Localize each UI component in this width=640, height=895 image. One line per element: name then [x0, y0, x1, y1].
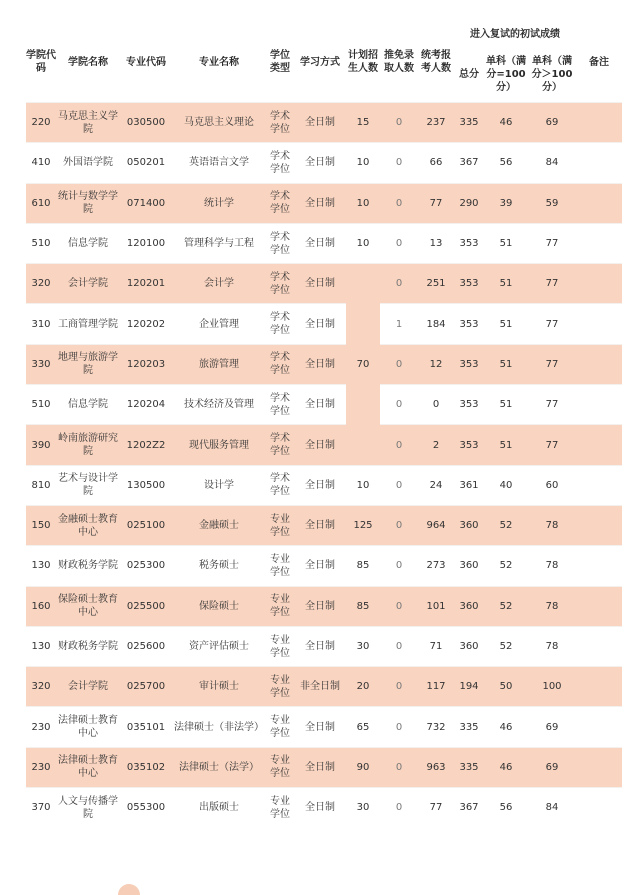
table-body [26, 103, 622, 828]
school-name-cell: 法律硕士教育中心 [56, 707, 120, 747]
applicants-cell: 117 [418, 667, 454, 707]
header-score-group: 进入复试的初试成绩 [470, 28, 560, 40]
header-single-100: 单科（满分=100分） [486, 55, 526, 93]
table-row [26, 586, 622, 626]
total-score-cell: 353 [454, 264, 484, 304]
single-over-100-cell: 78 [528, 626, 576, 666]
school-name-cell: 金融硕士教育中心 [56, 505, 120, 545]
single-over-100-cell: 77 [528, 344, 576, 384]
single-over-100-cell: 84 [528, 788, 576, 828]
table-row [26, 385, 622, 425]
remarks-cell [576, 747, 622, 787]
school-code-cell: 220 [26, 103, 56, 143]
major-code-cell: 120100 [120, 223, 172, 263]
total-score-cell: 335 [454, 747, 484, 787]
major-name-cell: 技术经济及管理 [172, 385, 266, 425]
school-name-cell: 法律硕士教育中心 [56, 747, 120, 787]
total-score-cell: 367 [454, 788, 484, 828]
plan-cell: 65 [346, 707, 380, 747]
degree-type-cell: 学术学位 [266, 304, 294, 344]
total-score-cell: 360 [454, 505, 484, 545]
school-code-cell: 510 [26, 223, 56, 263]
school-name-cell: 外国语学院 [56, 143, 120, 183]
table-row [26, 667, 622, 707]
table-row [26, 103, 622, 143]
school-name-cell: 信息学院 [56, 385, 120, 425]
header-total-score: 总分 [459, 68, 479, 80]
school-name-cell: 财政税务学院 [56, 626, 120, 666]
major-code-cell: 025500 [120, 586, 172, 626]
major-code-cell: 120202 [120, 304, 172, 344]
single-100-cell: 56 [484, 788, 528, 828]
applicants-cell: 71 [418, 626, 454, 666]
single-over-100-cell: 84 [528, 143, 576, 183]
major-code-cell: 130500 [120, 465, 172, 505]
school-name-cell: 马克思主义学院 [56, 103, 120, 143]
major-name-cell: 英语语言文学 [172, 143, 266, 183]
major-name-cell: 旅游管理 [172, 344, 266, 384]
exempt-cell: 0 [380, 667, 418, 707]
table-row [26, 223, 622, 263]
study-mode-cell: 全日制 [294, 223, 346, 263]
table-row [26, 747, 622, 787]
major-name-cell: 设计学 [172, 465, 266, 505]
school-name-cell: 保险硕士教育中心 [56, 586, 120, 626]
page-corner-decoration [118, 884, 140, 895]
major-code-cell: 120201 [120, 264, 172, 304]
school-code-cell: 370 [26, 788, 56, 828]
header-major-code: 专业代码 [126, 56, 166, 68]
header-exempt: 推免录取人数 [384, 50, 414, 74]
header-study-mode: 学习方式 [300, 56, 340, 68]
single-over-100-cell: 69 [528, 707, 576, 747]
total-score-cell: 353 [454, 304, 484, 344]
school-code-cell: 310 [26, 304, 56, 344]
applicants-cell: 77 [418, 183, 454, 223]
total-score-cell: 194 [454, 667, 484, 707]
major-code-cell: 030500 [120, 103, 172, 143]
study-mode-cell: 全日制 [294, 465, 346, 505]
major-code-cell: 120204 [120, 385, 172, 425]
total-score-cell: 353 [454, 223, 484, 263]
plan-cell: 125 [346, 505, 380, 545]
exempt-cell: 0 [380, 264, 418, 304]
total-score-cell: 335 [454, 103, 484, 143]
applicants-cell: 101 [418, 586, 454, 626]
applicants-cell: 184 [418, 304, 454, 344]
exempt-cell: 0 [380, 425, 418, 465]
plan-cell: 90 [346, 747, 380, 787]
major-name-cell: 资产评估硕士 [172, 626, 266, 666]
major-name-cell: 出版硕士 [172, 788, 266, 828]
school-code-cell: 230 [26, 707, 56, 747]
single-100-cell: 52 [484, 586, 528, 626]
major-name-cell: 企业管理 [172, 304, 266, 344]
single-100-cell: 46 [484, 747, 528, 787]
exempt-cell: 0 [380, 183, 418, 223]
table-row [26, 304, 622, 344]
header-single-over-100: 单科（满分＞100分） [531, 55, 573, 93]
single-100-cell: 46 [484, 103, 528, 143]
exempt-cell: 0 [380, 143, 418, 183]
degree-type-cell: 专业学位 [266, 747, 294, 787]
exempt-cell: 0 [380, 465, 418, 505]
plan-cell: 20 [346, 667, 380, 707]
plan-cell: 85 [346, 586, 380, 626]
remarks-cell [576, 465, 622, 505]
single-100-cell: 40 [484, 465, 528, 505]
school-code-cell: 390 [26, 425, 56, 465]
remarks-cell [576, 586, 622, 626]
applicants-cell: 732 [418, 707, 454, 747]
study-mode-cell: 非全日制 [294, 667, 346, 707]
study-mode-cell: 全日制 [294, 788, 346, 828]
exempt-cell: 0 [380, 223, 418, 263]
table-row [26, 425, 622, 465]
remarks-cell [576, 143, 622, 183]
admission-table-wrapper [26, 22, 622, 828]
degree-type-cell: 专业学位 [266, 626, 294, 666]
single-100-cell: 46 [484, 707, 528, 747]
major-code-cell: 071400 [120, 183, 172, 223]
remarks-cell [576, 667, 622, 707]
major-name-cell: 现代服务管理 [172, 425, 266, 465]
single-100-cell: 51 [484, 304, 528, 344]
remarks-cell [576, 626, 622, 666]
applicants-cell: 963 [418, 747, 454, 787]
applicants-cell: 77 [418, 788, 454, 828]
degree-type-cell: 学术学位 [266, 465, 294, 505]
remarks-cell [576, 425, 622, 465]
degree-type-cell: 专业学位 [266, 707, 294, 747]
exempt-cell: 0 [380, 344, 418, 384]
single-100-cell: 52 [484, 505, 528, 545]
header-major-name: 专业名称 [199, 56, 239, 68]
school-name-cell: 工商管理学院 [56, 304, 120, 344]
school-name-cell: 统计与数学学院 [56, 183, 120, 223]
remarks-cell [576, 385, 622, 425]
study-mode-cell: 全日制 [294, 707, 346, 747]
remarks-cell [576, 546, 622, 586]
exempt-cell: 1 [380, 304, 418, 344]
school-code-cell: 410 [26, 143, 56, 183]
plan-cell-merged: 70 [346, 264, 380, 465]
major-code-cell: 035102 [120, 747, 172, 787]
degree-type-cell: 学术学位 [266, 223, 294, 263]
study-mode-cell: 全日制 [294, 103, 346, 143]
single-over-100-cell: 60 [528, 465, 576, 505]
single-over-100-cell: 77 [528, 223, 576, 263]
table-row [26, 626, 622, 666]
plan-cell: 30 [346, 626, 380, 666]
major-name-cell: 法律硕士（非法学） [172, 707, 266, 747]
single-over-100-cell: 77 [528, 385, 576, 425]
applicants-cell: 24 [418, 465, 454, 505]
major-name-cell: 马克思主义理论 [172, 103, 266, 143]
major-name-cell: 保险硕士 [172, 586, 266, 626]
school-code-cell: 510 [26, 385, 56, 425]
remarks-cell [576, 183, 622, 223]
degree-type-cell: 学术学位 [266, 385, 294, 425]
remarks-cell [576, 103, 622, 143]
single-100-cell: 51 [484, 223, 528, 263]
school-name-cell: 信息学院 [56, 223, 120, 263]
major-code-cell: 025100 [120, 505, 172, 545]
remarks-cell [576, 344, 622, 384]
total-score-cell: 360 [454, 546, 484, 586]
school-name-cell: 财政税务学院 [56, 546, 120, 586]
plan-cell: 85 [346, 546, 380, 586]
school-code-cell: 130 [26, 546, 56, 586]
degree-type-cell: 学术学位 [266, 264, 294, 304]
exempt-cell: 0 [380, 626, 418, 666]
remarks-cell [576, 264, 622, 304]
major-code-cell: 050201 [120, 143, 172, 183]
total-score-cell: 290 [454, 183, 484, 223]
study-mode-cell: 全日制 [294, 183, 346, 223]
table-row [26, 344, 622, 384]
single-over-100-cell: 77 [528, 425, 576, 465]
exempt-cell: 0 [380, 747, 418, 787]
header-degree-type: 学位类型 [270, 50, 290, 74]
study-mode-cell: 全日制 [294, 304, 346, 344]
study-mode-cell: 全日制 [294, 626, 346, 666]
single-100-cell: 52 [484, 626, 528, 666]
applicants-cell: 66 [418, 143, 454, 183]
table-row [26, 143, 622, 183]
school-code-cell: 150 [26, 505, 56, 545]
degree-type-cell: 学术学位 [266, 425, 294, 465]
total-score-cell: 335 [454, 707, 484, 747]
degree-type-cell: 学术学位 [266, 143, 294, 183]
exempt-cell: 0 [380, 546, 418, 586]
applicants-cell: 12 [418, 344, 454, 384]
study-mode-cell: 全日制 [294, 586, 346, 626]
single-over-100-cell: 59 [528, 183, 576, 223]
school-name-cell: 艺术与设计学院 [56, 465, 120, 505]
school-name-cell: 会计学院 [56, 264, 120, 304]
major-code-cell: 025300 [120, 546, 172, 586]
single-over-100-cell: 78 [528, 586, 576, 626]
applicants-cell: 0 [418, 385, 454, 425]
plan-cell: 10 [346, 465, 380, 505]
single-over-100-cell: 69 [528, 747, 576, 787]
remarks-cell [576, 223, 622, 263]
school-code-cell: 130 [26, 626, 56, 666]
study-mode-cell: 全日制 [294, 505, 346, 545]
school-name-cell: 会计学院 [56, 667, 120, 707]
school-name-cell: 岭南旅游研究院 [56, 425, 120, 465]
header-school-code: 学院代码 [26, 50, 56, 74]
single-over-100-cell: 77 [528, 304, 576, 344]
exempt-cell: 0 [380, 707, 418, 747]
single-over-100-cell: 77 [528, 264, 576, 304]
single-over-100-cell: 78 [528, 546, 576, 586]
study-mode-cell: 全日制 [294, 425, 346, 465]
plan-cell: 30 [346, 788, 380, 828]
degree-type-cell: 专业学位 [266, 788, 294, 828]
single-100-cell: 52 [484, 546, 528, 586]
major-name-cell: 会计学 [172, 264, 266, 304]
school-name-cell: 人文与传播学院 [56, 788, 120, 828]
major-name-cell: 统计学 [172, 183, 266, 223]
degree-type-cell: 学术学位 [266, 344, 294, 384]
single-100-cell: 39 [484, 183, 528, 223]
study-mode-cell: 全日制 [294, 143, 346, 183]
single-over-100-cell: 100 [528, 667, 576, 707]
total-score-cell: 360 [454, 586, 484, 626]
exempt-cell: 0 [380, 586, 418, 626]
table-row [26, 788, 622, 828]
study-mode-cell: 全日制 [294, 344, 346, 384]
remarks-cell [576, 505, 622, 545]
school-code-cell: 330 [26, 344, 56, 384]
school-code-cell: 610 [26, 183, 56, 223]
single-100-cell: 56 [484, 143, 528, 183]
total-score-cell: 361 [454, 465, 484, 505]
applicants-cell: 964 [418, 505, 454, 545]
major-code-cell: 120203 [120, 344, 172, 384]
exempt-cell: 0 [380, 103, 418, 143]
school-code-cell: 810 [26, 465, 56, 505]
remarks-cell [576, 707, 622, 747]
total-score-cell: 353 [454, 344, 484, 384]
degree-type-cell: 专业学位 [266, 505, 294, 545]
remarks-cell [576, 304, 622, 344]
single-over-100-cell: 69 [528, 103, 576, 143]
single-100-cell: 51 [484, 344, 528, 384]
school-code-cell: 320 [26, 264, 56, 304]
school-code-cell: 160 [26, 586, 56, 626]
exempt-cell: 0 [380, 385, 418, 425]
plan-cell: 15 [346, 103, 380, 143]
study-mode-cell: 全日制 [294, 385, 346, 425]
major-code-cell: 035101 [120, 707, 172, 747]
applicants-cell: 2 [418, 425, 454, 465]
single-over-100-cell: 78 [528, 505, 576, 545]
school-name-cell: 地理与旅游学院 [56, 344, 120, 384]
single-100-cell: 50 [484, 667, 528, 707]
applicants-cell: 273 [418, 546, 454, 586]
single-100-cell: 51 [484, 425, 528, 465]
degree-type-cell: 专业学位 [266, 586, 294, 626]
table-row [26, 546, 622, 586]
applicants-cell: 13 [418, 223, 454, 263]
single-100-cell: 51 [484, 385, 528, 425]
study-mode-cell: 全日制 [294, 546, 346, 586]
header-school-name: 学院名称 [68, 56, 108, 68]
applicants-cell: 237 [418, 103, 454, 143]
table-row [26, 505, 622, 545]
header-remarks: 备注 [589, 56, 609, 68]
school-code-cell: 230 [26, 747, 56, 787]
degree-type-cell: 专业学位 [266, 546, 294, 586]
header-applicants: 统考报考人数 [421, 50, 451, 74]
degree-type-cell: 专业学位 [266, 667, 294, 707]
table-row [26, 264, 622, 304]
total-score-cell: 367 [454, 143, 484, 183]
total-score-cell: 360 [454, 626, 484, 666]
admission-score-table [26, 22, 622, 828]
major-code-cell: 1202Z2 [120, 425, 172, 465]
table-row [26, 707, 622, 747]
school-code-cell: 320 [26, 667, 56, 707]
major-code-cell: 055300 [120, 788, 172, 828]
major-name-cell: 税务硕士 [172, 546, 266, 586]
major-code-cell: 025700 [120, 667, 172, 707]
major-name-cell: 审计硕士 [172, 667, 266, 707]
study-mode-cell: 全日制 [294, 264, 346, 304]
plan-cell: 10 [346, 143, 380, 183]
exempt-cell: 0 [380, 505, 418, 545]
applicants-cell: 251 [418, 264, 454, 304]
exempt-cell: 0 [380, 788, 418, 828]
degree-type-cell: 学术学位 [266, 103, 294, 143]
table-row [26, 465, 622, 505]
table-header [26, 22, 622, 103]
major-name-cell: 管理科学与工程 [172, 223, 266, 263]
major-code-cell: 025600 [120, 626, 172, 666]
plan-cell: 10 [346, 183, 380, 223]
major-name-cell: 金融硕士 [172, 505, 266, 545]
study-mode-cell: 全日制 [294, 747, 346, 787]
header-plan: 计划招生人数 [348, 50, 378, 74]
degree-type-cell: 学术学位 [266, 183, 294, 223]
single-100-cell: 51 [484, 264, 528, 304]
table-row [26, 183, 622, 223]
total-score-cell: 353 [454, 425, 484, 465]
plan-cell: 10 [346, 223, 380, 263]
remarks-cell [576, 788, 622, 828]
total-score-cell: 353 [454, 385, 484, 425]
major-name-cell: 法律硕士（法学） [172, 747, 266, 787]
